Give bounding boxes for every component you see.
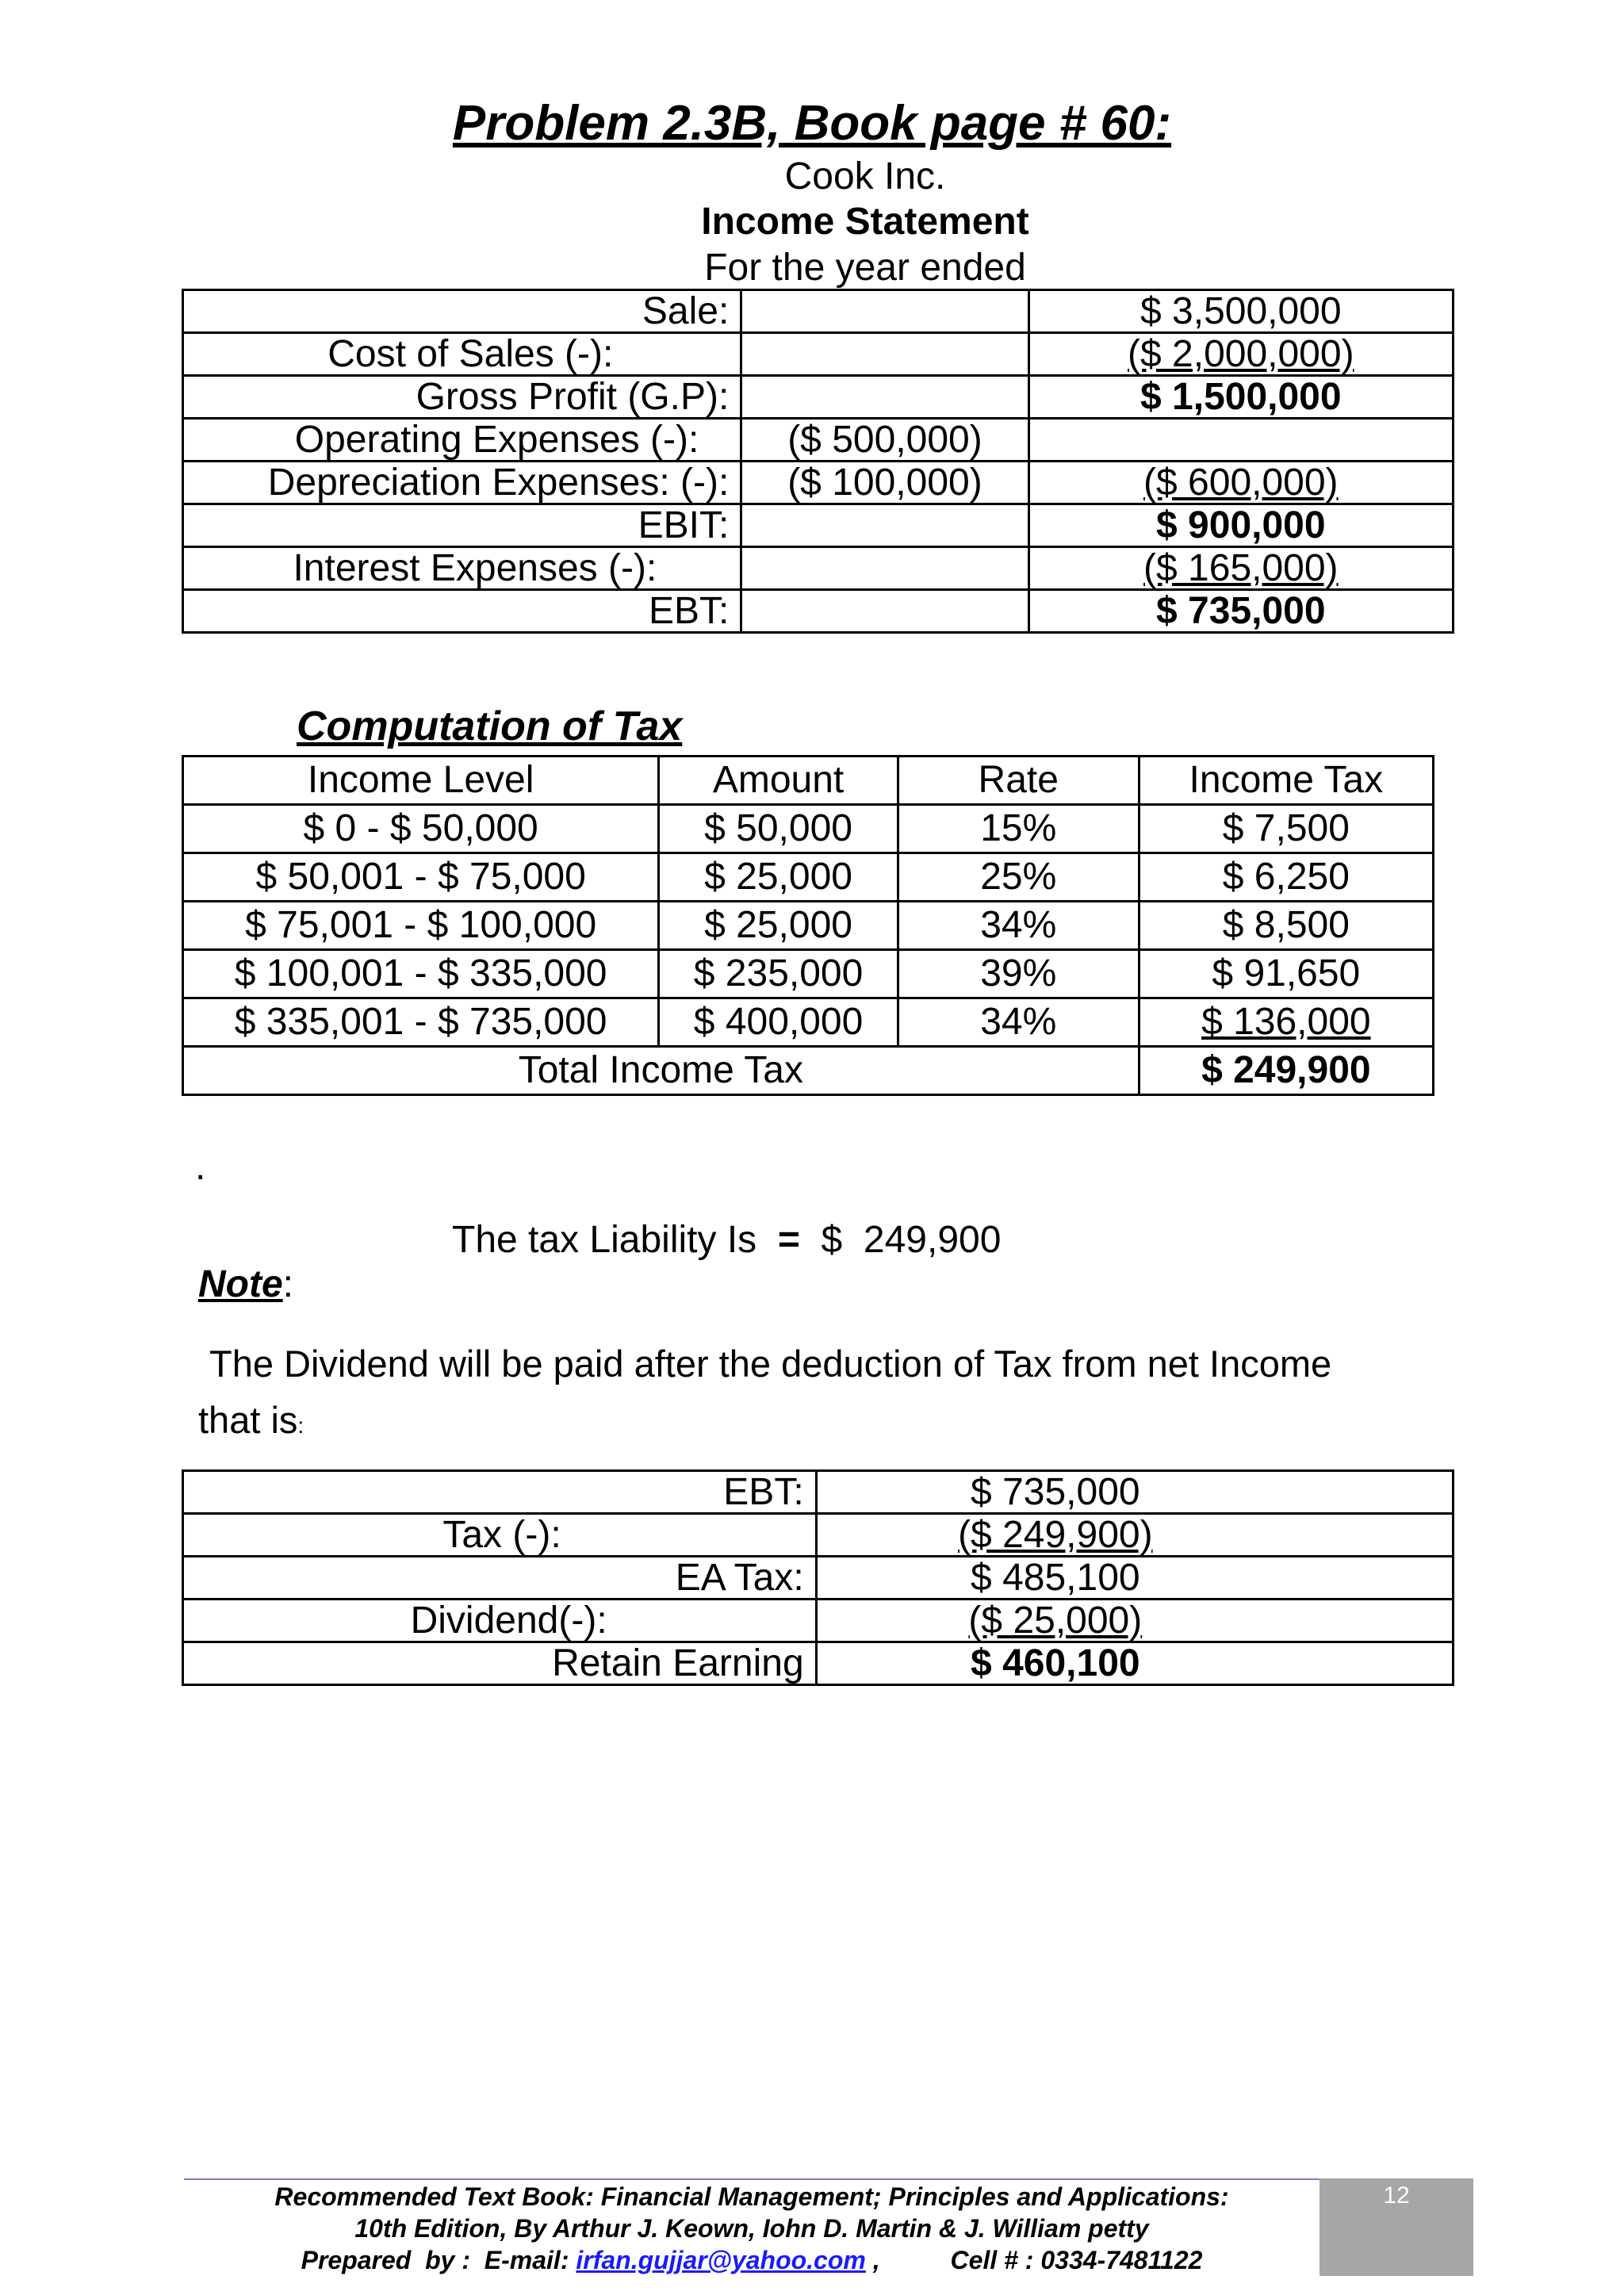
footer-line-2: 10th Edition, By Arthur J. Keown, Iohn D. Martin & J. William petty — [354, 2214, 1149, 2243]
is-amount: ($ 165,000) — [1028, 547, 1453, 590]
is-label: Operating Expenses (-): — [183, 419, 741, 462]
tax-liability-label: The tax Liability Is — [452, 1219, 757, 1261]
statement-title: Income Statement — [701, 201, 1029, 243]
total-income-tax-value: $ 249,900 — [1139, 1047, 1433, 1095]
table-row — [183, 1471, 1454, 1514]
is-label: EBT: — [183, 590, 741, 633]
note-label: Note — [198, 1263, 283, 1305]
is-label: Depreciation Expenses: (-): — [183, 462, 741, 504]
footer-divider — [184, 2178, 1320, 2180]
re-value: ($ 25,000) — [816, 1600, 1453, 1642]
is-label: Gross Profit (G.P): — [183, 376, 741, 419]
cell-income-tax: $ 7,500 — [1139, 805, 1433, 853]
is-mid — [741, 590, 1028, 633]
table-row — [183, 419, 1454, 462]
note-text-colon: : — [297, 1413, 304, 1438]
column-header: Income Level — [183, 757, 659, 805]
footer-line-1: Recommended Text Book: Financial Management; Principles and Applications: — [274, 2182, 1229, 2211]
tax-section-title: Computation of Tax — [297, 703, 683, 749]
is-label: Interest Expenses (-): — [183, 547, 741, 590]
re-value: ($ 249,900) — [816, 1514, 1453, 1557]
table-row — [183, 1557, 1454, 1600]
table-row — [183, 950, 1434, 998]
table-row — [183, 1514, 1454, 1557]
is-amount: $ 735,000 — [1028, 590, 1453, 633]
note-text-line1: The Dividend will be paid after the deduction of Tax from net Income — [209, 1343, 1332, 1385]
footer-email-link[interactable]: irfan.gujjar@yahoo.com — [576, 2246, 866, 2274]
cell-rate: 34% — [898, 902, 1139, 950]
cell-amount: $ 235,000 — [659, 950, 898, 998]
table-row — [183, 998, 1434, 1047]
is-label: Cost of Sales (-): — [183, 333, 741, 376]
re-label: Dividend(-): — [183, 1600, 817, 1642]
cell-income-level: $ 0 - $ 50,000 — [183, 805, 659, 853]
column-header: Rate — [898, 757, 1139, 805]
is-label: EBIT: — [183, 504, 741, 547]
cell-income-level: $ 335,001 - $ 735,000 — [183, 998, 659, 1047]
footer-separator: , — [865, 2246, 880, 2274]
footer-prepared-by: Prepared by : E-mail: — [301, 2246, 576, 2274]
re-value: $ 485,100 — [816, 1557, 1453, 1600]
stray-dot: . — [195, 1146, 206, 1188]
note-text-line2 — [198, 1397, 304, 1450]
is-label: Sale: — [183, 290, 741, 333]
total-row — [183, 1047, 1434, 1095]
cell-income-tax: $ 6,250 — [1139, 853, 1433, 902]
column-header: Amount — [659, 757, 898, 805]
company-name: Cook Inc. — [784, 155, 946, 197]
is-mid: ($ 500,000) — [741, 419, 1028, 462]
retained-earnings-table — [182, 1469, 1454, 1686]
cell-rate: 34% — [898, 998, 1139, 1047]
is-amount: ($ 600,000) — [1028, 462, 1453, 504]
tax-liability-equals: = — [777, 1219, 800, 1261]
is-mid — [741, 290, 1028, 333]
cell-amount: $ 25,000 — [659, 902, 898, 950]
is-mid — [741, 333, 1028, 376]
cell-amount: $ 25,000 — [659, 853, 898, 902]
footer-cell: Cell # : 0334-7481122 — [950, 2246, 1203, 2274]
is-mid: ($ 100,000) — [741, 462, 1028, 504]
table-row — [183, 1642, 1454, 1685]
cell-income-tax: $ 91,650 — [1139, 950, 1433, 998]
cell-income-tax: $ 136,000 — [1139, 998, 1433, 1047]
table-row — [183, 333, 1454, 376]
table-header-row — [183, 757, 1434, 805]
re-label: EBT: — [183, 1471, 817, 1514]
note-colon: : — [282, 1263, 294, 1305]
is-mid — [741, 376, 1028, 419]
re-value: $ 735,000 — [816, 1471, 1453, 1514]
table-row — [183, 290, 1454, 333]
tax-liability-line — [452, 1216, 1001, 1264]
table-row — [183, 504, 1454, 547]
cell-rate: 15% — [898, 805, 1139, 853]
cell-amount: $ 50,000 — [659, 805, 898, 853]
cell-income-level: $ 50,001 - $ 75,000 — [183, 853, 659, 902]
is-mid — [741, 547, 1028, 590]
column-header: Income Tax — [1139, 757, 1433, 805]
re-value: $ 460,100 — [816, 1642, 1453, 1685]
cell-income-level: $ 100,001 - $ 335,000 — [183, 950, 659, 998]
cell-income-level: $ 75,001 - $ 100,000 — [183, 902, 659, 950]
cell-rate: 39% — [898, 950, 1139, 998]
table-row — [183, 590, 1454, 633]
is-amount: $ 900,000 — [1028, 504, 1453, 547]
is-mid — [741, 504, 1028, 547]
is-amount: $ 3,500,000 — [1028, 290, 1453, 333]
income-statement-table — [182, 289, 1454, 634]
cell-amount: $ 400,000 — [659, 998, 898, 1047]
total-income-tax-label: Total Income Tax — [183, 1047, 1139, 1095]
table-row — [183, 462, 1454, 504]
tax-table — [182, 755, 1434, 1096]
note-heading — [198, 1261, 293, 1308]
re-label: Retain Earning — [183, 1642, 817, 1685]
cell-income-tax: $ 8,500 — [1139, 902, 1433, 950]
table-row — [183, 902, 1434, 950]
is-amount: $ 1,500,000 — [1028, 376, 1453, 419]
table-row — [183, 853, 1434, 902]
table-row — [183, 376, 1454, 419]
re-label: EA Tax: — [183, 1557, 817, 1600]
table-row — [183, 805, 1434, 853]
note-text-2: that is — [198, 1399, 298, 1441]
problem-title: Problem 2.3B, Book page # 60: — [452, 96, 1172, 151]
table-row — [183, 1600, 1454, 1642]
is-amount — [1028, 419, 1453, 462]
statement-period: For the year ended — [704, 247, 1026, 289]
cell-rate: 25% — [898, 853, 1139, 902]
is-amount: ($ 2,000,000) — [1028, 333, 1453, 376]
table-row — [183, 547, 1454, 590]
footer-line-3 — [184, 2244, 1320, 2276]
page-number: 12 — [1320, 2178, 1473, 2276]
re-label: Tax (-): — [183, 1514, 817, 1557]
tax-liability-value: $ 249,900 — [821, 1219, 1002, 1261]
